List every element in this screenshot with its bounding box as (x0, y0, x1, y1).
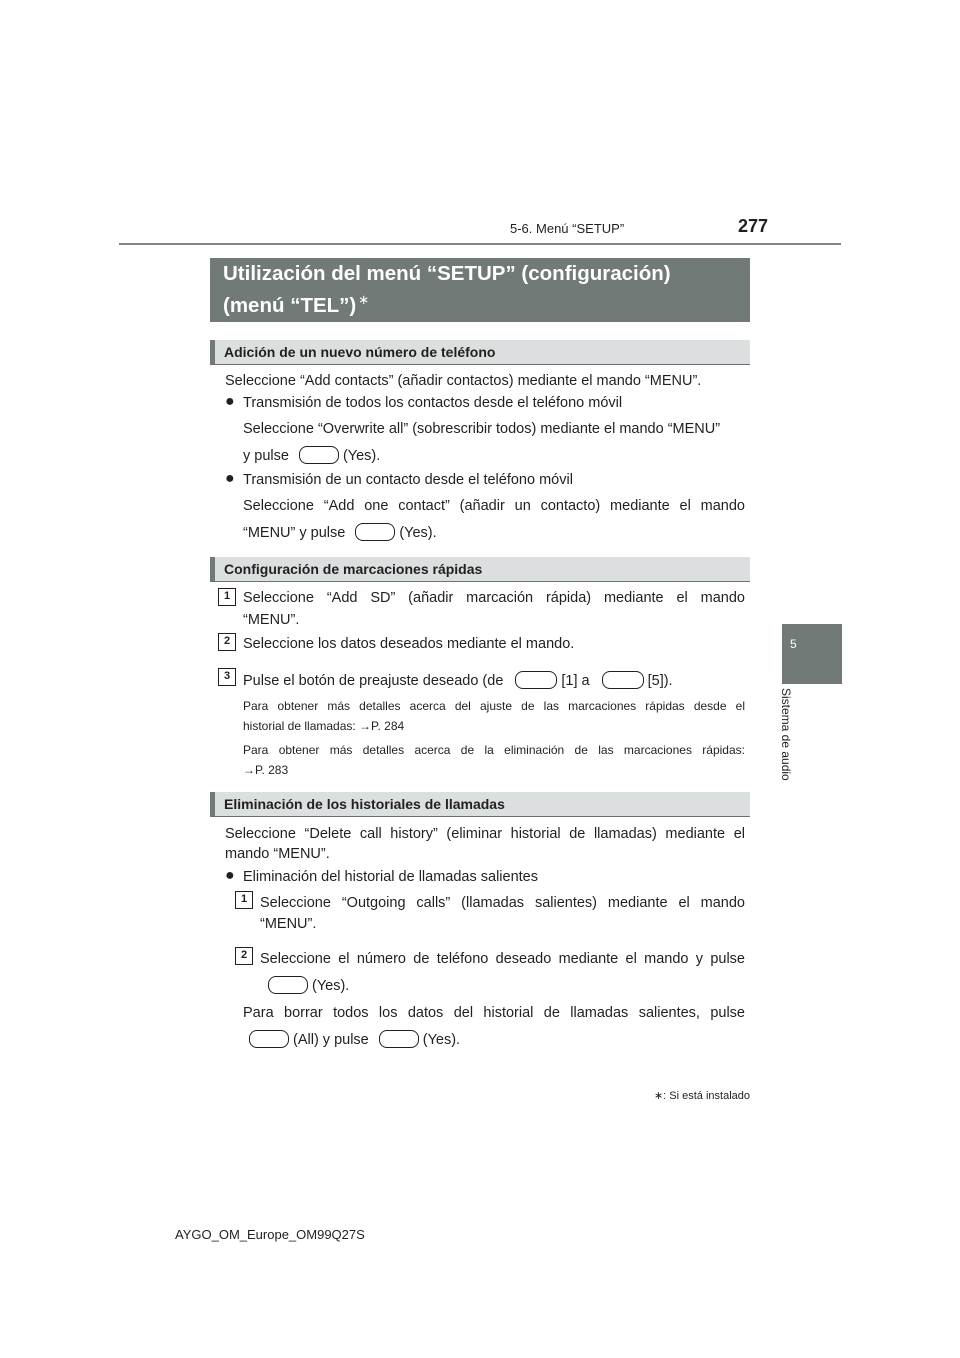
subheading-add-number: Adición de un nuevo número de teléfono (210, 340, 750, 365)
all-button-icon (249, 1030, 289, 1048)
step-number-1: 1 (218, 588, 236, 606)
note-text: →P. 283 (243, 763, 289, 777)
bullet-title: Transmisión de todos los contactos desde el teléfono móvil (243, 395, 623, 411)
preset-button-icon (602, 671, 644, 689)
page-number: 277 (738, 216, 769, 236)
paragraph: Seleccione “Delete call history” (eliminar historial de llamadas) mediante el (225, 826, 745, 842)
footnote: ∗: Si está instalado (653, 1090, 750, 1102)
step-text: Seleccione los datos deseados mediante el mando. (243, 636, 575, 652)
step-text: Pulse el botón de preajuste deseado (de [1] a [5]). (243, 673, 673, 689)
step-text: “MENU”. (260, 916, 317, 932)
subheading-speed-dial: Configuración de marcaciones rápidas (210, 557, 750, 582)
step-text: “MENU”. (243, 612, 300, 628)
title-line-2: (menú “TEL”) ∗ (223, 292, 370, 317)
subheading-delete-history: Eliminación de los historiales de llamadas (210, 792, 750, 817)
step-text: Seleccione “Outgoing calls” (llamadas salientes) mediante el mando (260, 895, 745, 911)
paragraph: Seleccione “Add one contact” (añadir un contacto) mediante el mando (243, 498, 745, 514)
bullet-icon: ● (225, 470, 235, 487)
bullet-icon: ● (225, 867, 235, 884)
page-title (210, 258, 750, 322)
paragraph: Para borrar todos los datos del historial de llamadas salientes, pulse (243, 1005, 745, 1021)
step-text: Seleccione el número de teléfono deseado mediante el mando y pulse (260, 951, 745, 967)
bullet-icon: ● (225, 393, 235, 410)
step-text: Seleccione “Add SD” (añadir marcación rápida) mediante el mando (243, 590, 745, 606)
section-header: 5-6. Menú “SETUP” (510, 221, 625, 236)
note-text: historial de llamadas: →P. 284 (243, 719, 405, 733)
note-text: Para obtener más detalles acerca de la eliminación de las marcaciones rápidas: (243, 743, 745, 757)
yes-button-icon (379, 1030, 419, 1048)
step-number-1: 1 (235, 891, 253, 909)
document-id: AYGO_OM_Europe_OM99Q27S (175, 1227, 365, 1242)
paragraph: (All) y pulse (Yes). (243, 1030, 460, 1049)
chapter-tab (782, 624, 842, 684)
yes-button-icon (355, 523, 395, 541)
step-number-2: 2 (218, 633, 236, 651)
paragraph: “MENU” y pulse (Yes). (243, 525, 437, 541)
title-line-1: Utilización del menú “SETUP” (configuración) (223, 262, 671, 285)
step-number-3: 3 (218, 668, 236, 686)
bullet-title: Eliminación del historial de llamadas salientes (243, 869, 538, 885)
preset-button-icon (515, 671, 557, 689)
chapter-label: Sistema de audio (779, 688, 793, 781)
chapter-number: 5 (790, 637, 797, 651)
yes-button-icon (268, 976, 308, 994)
yes-button-icon (299, 446, 339, 464)
note-text: Para obtener más detalles acerca del ajuste de las marcaciones rápidas desde el (243, 699, 745, 713)
step-text: (Yes). (260, 976, 349, 995)
paragraph: Seleccione “Add contacts” (añadir contactos) mediante el mando “MENU”. (225, 373, 702, 389)
step-number-2: 2 (235, 947, 253, 965)
bullet-title: Transmisión de un contacto desde el teléfono móvil (243, 472, 573, 488)
asterisk-mark: ∗ (358, 292, 370, 307)
paragraph: y pulse (Yes). (243, 448, 381, 464)
paragraph: mando “MENU”. (225, 846, 330, 862)
paragraph: Seleccione “Overwrite all” (sobrescribir todos) mediante el mando “MENU” (243, 421, 721, 437)
header-rule (119, 243, 841, 245)
